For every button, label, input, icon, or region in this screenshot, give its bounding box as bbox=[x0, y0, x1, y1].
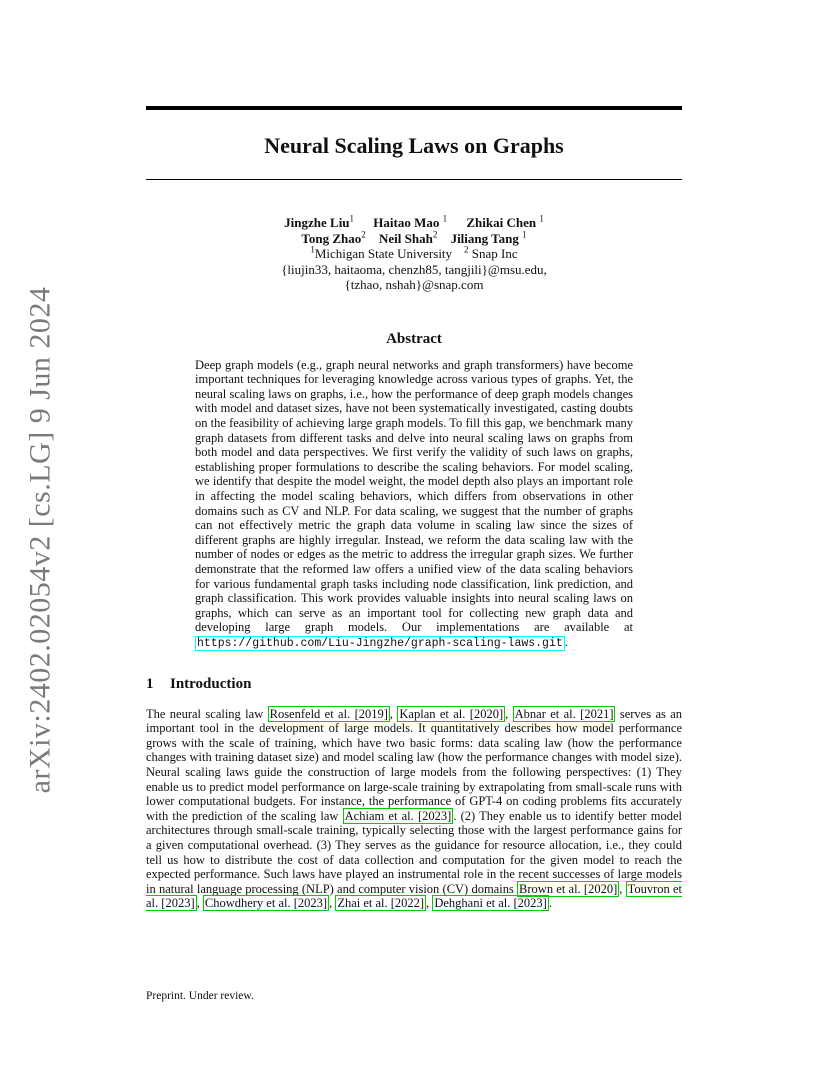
affil-sup: 1 bbox=[310, 244, 315, 255]
text-run: , bbox=[426, 896, 430, 911]
author-name: Haitao Mao bbox=[373, 215, 440, 231]
email-line-1: {liujin33, haitaoma, chenzh85, tangjili}@msu.edu, bbox=[281, 261, 547, 277]
abstract-body: Deep graph models (e.g., graph neural networks and graph transformers) have become important techniques for leveraging knowledge across various types of graphs. Yet, the neural scaling laws on graphs, i.e., how the performance of deep graph models changes with model and dataset sizes, have not been systematically investigated, casting doubts on the feasibility of achieving large graph models. To fill this gap, we benchmark many graph datasets from different tasks and delve into neural scaling laws on graphs from both model and data perspectives. We first verify the validity of such laws on graphs, establishing proper formulations to describe the scaling behaviors. For model scaling, we identify that despite the model weight, the model depth also plays an important role in affecting the model scaling behaviors, which differs from observations in other domains such as CV and NLP. For data scaling, we suggest that the number of graphs can not effectively metric the graph data volume in scaling law since the sizes of different graphs are highly irregular. Instead, we reform the data scaling law with the number of nodes or edges as the metric to address the irregular graph sizes. We further demonstrate that the reformed law offers a unified view of the data scaling behaviors for various fundamental graph tasks including node classification, link prediction, and graph classification. This work provides valuable insights into neural scaling laws on graphs, which can serve as an important tool for collecting new graph data and developing large graph models. Our implementations are available at bbox=[195, 357, 633, 635]
affiliations bbox=[146, 246, 682, 262]
author-affil-sup: 1 bbox=[539, 213, 544, 224]
affiliation-2: Snap Inc bbox=[471, 246, 518, 262]
abstract-text bbox=[195, 358, 633, 652]
text-run: serves as an important tool in the development of large models. It quantitatively describes how model performance grows with the scale of training, which have two basic forms: data scaling law (how the performance changes with training dataset size) and model scaling law (how the performance changes with model size). Neural scaling laws guide the construction of large models from the following perspectives: (1) They enable us to predict model performance on large-scale training by extrapolating from small-scale runs with lower computational budgets. For instance, the performance of GPT-4 on coding problems fits accurately with the prediction of the scaling law bbox=[146, 706, 683, 823]
abstract-heading: Abstract bbox=[386, 330, 442, 347]
author-name: Zhikai Chen bbox=[466, 215, 537, 231]
text-run: , bbox=[619, 881, 623, 896]
text-run: . bbox=[548, 896, 552, 911]
text-run: , bbox=[389, 706, 394, 721]
text-run: , bbox=[505, 706, 509, 721]
author-block bbox=[146, 215, 682, 293]
text-run: , bbox=[196, 896, 200, 911]
citation-link[interactable]: Chowdhery et al. [2023] bbox=[204, 896, 328, 911]
code-link[interactable]: https://github.com/Liu-Jingzhe/graph-scaling-laws.git bbox=[197, 636, 563, 650]
email-line-2: {tzhao, nshah}@snap.com bbox=[344, 277, 484, 293]
arxiv-stamp bbox=[20, 40, 60, 1040]
preprint-note: Preprint. Under review. bbox=[146, 990, 254, 1002]
section-heading-introduction bbox=[146, 676, 682, 693]
citation-link[interactable]: Abnar et al. [2021] bbox=[514, 706, 614, 721]
author-affil-sup: 1 bbox=[349, 213, 355, 224]
paper-page bbox=[146, 106, 682, 911]
introduction-paragraph bbox=[146, 707, 682, 911]
author-affil-sup: 2 bbox=[432, 229, 438, 240]
citation-link[interactable]: Zhai et al. [2022] bbox=[337, 896, 425, 911]
author-name: Jiliang Tang bbox=[450, 230, 519, 246]
citation-link[interactable]: Achiam et al. [2023] bbox=[344, 808, 452, 823]
affil-sup: 2 bbox=[464, 244, 469, 255]
author-name: Neil Shah bbox=[378, 230, 433, 246]
text-run: . (2) They enable us to identify better model architectures through small-scale training, typically selecting those with the largest performance gains for a given computational overhead. (3) They serves as the guidance for resource allocation, i.e., they could tell us how to distribute the cost of data collection and computation for the given model to reach the expected performance. Such laws have played an instrumental role in the recent successes of large models in natural language processing (NLP) and computer vision (CV) domains bbox=[146, 808, 683, 896]
author-name: Jingzhe Liu bbox=[284, 215, 350, 231]
citation-link[interactable]: Touvron et al. [2023] bbox=[146, 881, 683, 911]
title-rule-bottom bbox=[146, 179, 682, 180]
affiliation-1: Michigan State University bbox=[314, 246, 453, 262]
citation-link[interactable]: Kaplan et al. [2020] bbox=[399, 706, 504, 721]
abstract-end: . bbox=[564, 634, 568, 649]
text-run: , bbox=[329, 896, 333, 911]
citation-link[interactable]: Rosenfeld et al. [2019] bbox=[269, 706, 388, 721]
author-name: Tong Zhao bbox=[301, 230, 362, 246]
citation-link[interactable]: Brown et al. [2020] bbox=[519, 881, 618, 896]
author-affil-sup: 1 bbox=[522, 229, 527, 240]
paper-title: Neural Scaling Laws on Graphs bbox=[264, 133, 564, 158]
section-number: 1 bbox=[146, 675, 154, 692]
author-affil-sup: 2 bbox=[361, 229, 366, 240]
author-affil-sup: 1 bbox=[442, 213, 448, 224]
arxiv-stamp-text: arXiv:2402.02054v2 [cs.LG] 9 Jun 2024 bbox=[23, 286, 56, 794]
author-row-2 bbox=[146, 231, 682, 247]
citation-link[interactable]: Dehghani et al. [2023] bbox=[434, 896, 547, 911]
section-title: Introduction bbox=[170, 675, 252, 692]
text-run: The neural scaling law bbox=[146, 706, 264, 721]
author-row-1 bbox=[146, 215, 682, 231]
